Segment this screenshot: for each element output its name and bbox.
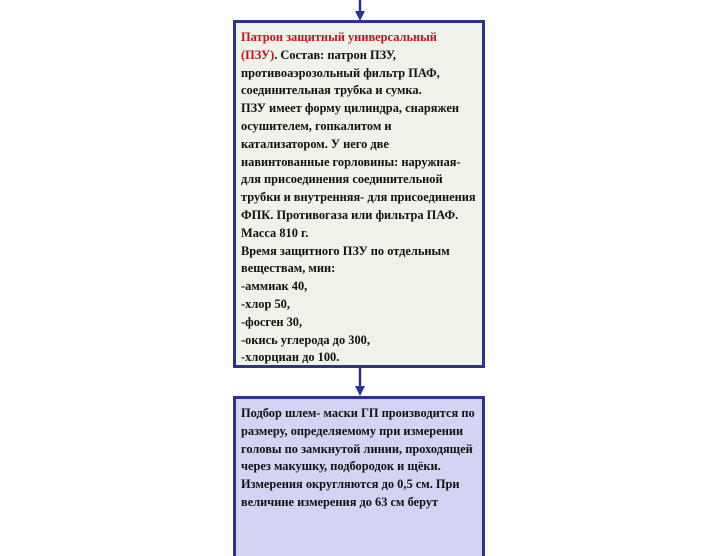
mask-sizing-box: [233, 396, 485, 556]
pzu-title: Патрон защитный универсальный (ПЗУ): [241, 30, 437, 62]
middle-arrowhead: [355, 386, 365, 396]
pzu-description: . Состав: патрон ПЗУ, противоаэрозольный фильтр ПАФ, соединительная трубка и сумка. ПЗУ имеет форму цилиндра, снаряжен осушителем, гопкалитом и катализатором. У него две навинтованные горловины: наружная- для присоединения соединительной трубки и внутренняя- для присоединения ФПК. Противогаза или фильтра ПАФ. Масса 810 г. Время защитного ПЗУ по отдельным веществам, мин: -аммиак 40, -хлор 50, -фосген 30, -окись углерода до 300, -хлорциан до 100.: [241, 47, 476, 365]
pzu-cartridge-box: [233, 20, 485, 368]
mask-sizing-text: Подбор шлем- маски ГП производится по размеру, определяемому при измерении головы по замкнутой линии, проходящей через макушку, подбородок и щёки. Измерения округляются до 0,5 см. При величине измерения до 63 см берут: [241, 406, 475, 509]
